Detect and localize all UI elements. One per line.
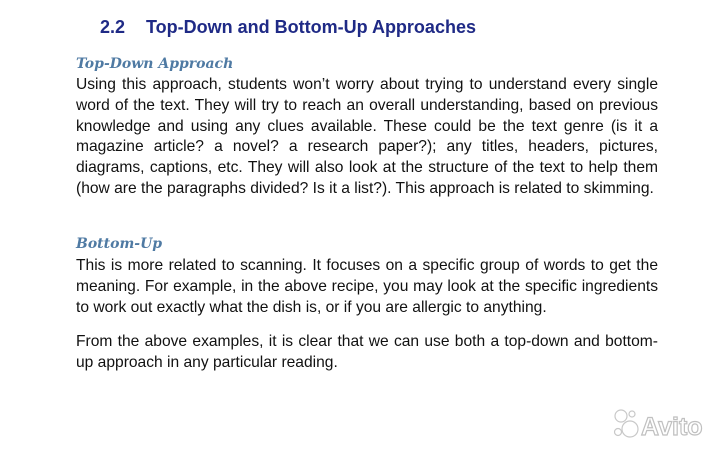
watermark-text: Avito bbox=[641, 413, 703, 441]
bottom-up-heading: Bottom-Up bbox=[76, 236, 163, 252]
top-down-heading: Top-Down Approach bbox=[76, 56, 234, 72]
conclusion-paragraph: From the above examples, it is clear that we can use both a top-down and bottom-up approach in any particular reading. bbox=[76, 333, 658, 371]
avito-logo-icon bbox=[613, 407, 713, 441]
bottom-up-paragraph: This is more related to scanning. It focuses on a specific group of words to get the meaning. For example, in the above recipe, you may look at the specific ingredients to work out exactly what the dish is, or if you are allergic to anything. bbox=[76, 257, 658, 316]
top-down-paragraph: Using this approach, students won’t worry about trying to understand every single word of the text. They will try to reach an overall understanding, based on previous knowledge and using any clues available. These could be the text genre (is it a magazine article? a novel? a research paper?); any titles, headers, pictures, diagrams, captions, etc. They will also look at the structure of the text to help them (how are the paragraphs divided? Is it a list?). This approach is related to skimming. bbox=[76, 76, 658, 197]
avito-watermark bbox=[613, 407, 713, 441]
section-heading bbox=[100, 17, 476, 38]
section-number: 2.2 bbox=[100, 17, 126, 37]
section-title: Top-Down and Bottom-Up Approaches bbox=[146, 17, 476, 37]
